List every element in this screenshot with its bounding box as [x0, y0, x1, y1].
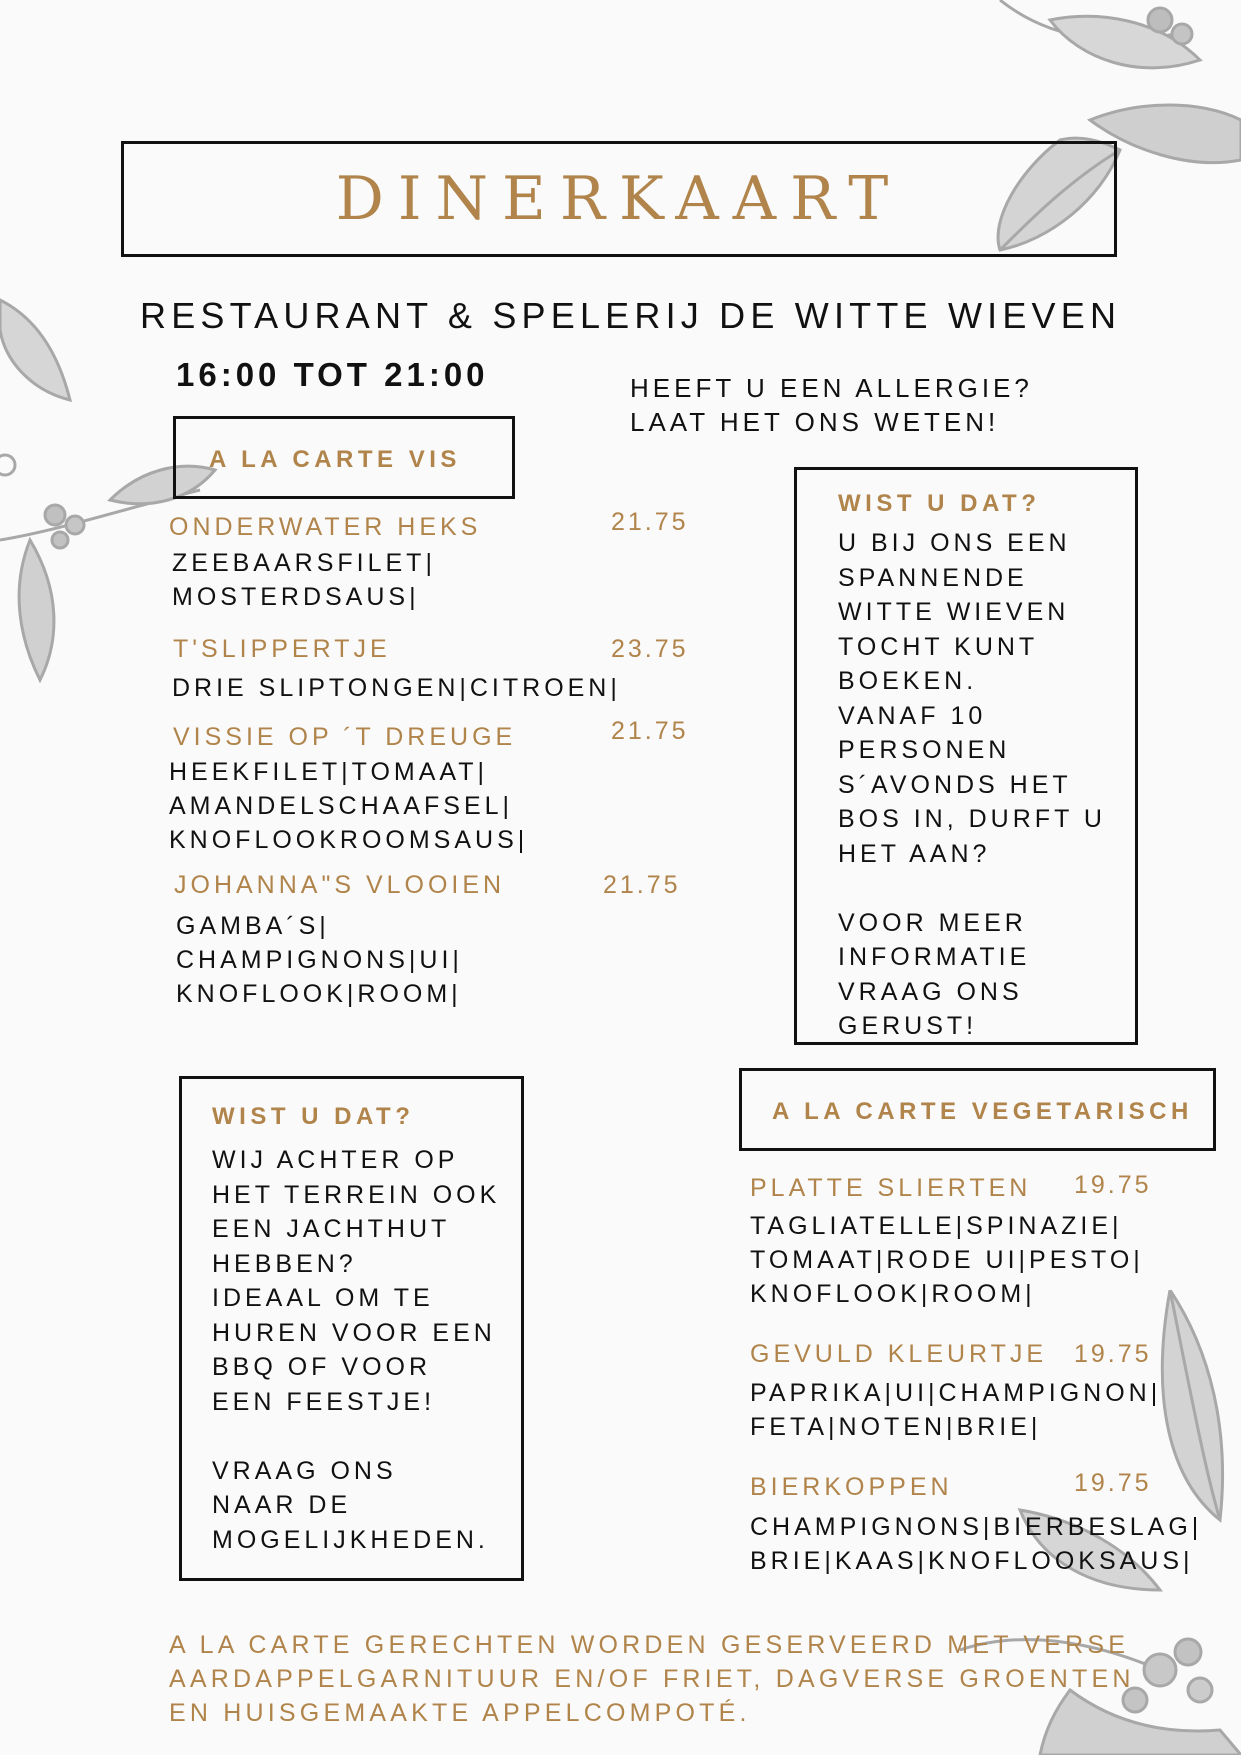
- dish-name: VISSIE OP ´T DREUGE: [173, 723, 517, 751]
- footer-note: A LA CARTE GERECHTEN WORDEN GESERVEERD MET VERSE AARDAPPELGARNITUUR EN/OF FRIET, DAGVERSE GROENTEN EN HUISGEMAAKTE APPELCOMPOTÉ.: [169, 1631, 1135, 1727]
- veg-section-label: A LA CARTE VEGETARISCH: [772, 1098, 1193, 1125]
- dish-name: PLATTE SLIERTEN: [750, 1174, 1032, 1202]
- fish-section-label: A LA CARTE VIS: [209, 446, 461, 473]
- page-title: DINERKAART: [335, 164, 903, 234]
- dish-description: TAGLIATELLE|SPINAZIE| TOMAAT|RODE UI|PESTO| KNOFLOOK|ROOM|: [750, 1212, 1144, 1308]
- info-heading: WIST U DAT?: [838, 490, 1041, 517]
- dish-price: 19.75: [1074, 1469, 1152, 1497]
- dish-price: 19.75: [1074, 1171, 1152, 1199]
- dish-price: 21.75: [603, 871, 681, 899]
- dish-name: T'SLIPPERTJE: [173, 635, 391, 663]
- dish-description: PAPRIKA|UI|CHAMPIGNON| FETA|NOTEN|BRIE|: [750, 1379, 1162, 1441]
- opening-hours: 16:00 TOT 21:00: [176, 356, 489, 393]
- dish-description: HEEKFILET|TOMAAT| AMANDELSCHAAFSEL| KNOFLOOKROOMSAUS|: [169, 758, 529, 854]
- fish-section-header: [173, 416, 515, 499]
- dish-description: CHAMPIGNONS|BIERBESLAG| BRIE|KAAS|KNOFLOOKSAUS|: [750, 1513, 1203, 1575]
- dish-name: GEVULD KLEURTJE: [750, 1340, 1048, 1368]
- title-frame: [121, 141, 1117, 257]
- dish-description: ZEEBAARSFILET| MOSTERDSAUS|: [172, 549, 436, 611]
- restaurant-name: RESTAURANT & SPELERIJ DE WITTE WIEVEN: [140, 295, 1122, 336]
- info-heading: WIST U DAT?: [212, 1103, 415, 1130]
- veg-section-header: [739, 1068, 1216, 1151]
- dish-price: 19.75: [1074, 1340, 1152, 1368]
- info-text: WIJ ACHTER OP HET TERREIN OOK EEN JACHTHUT HEBBEN? IDEAAL OM TE HUREN VOOR EEN BBQ OF VOOR EEN FEESTJE! VRAAG ONS NAAR DE MOGELIJKHEDEN.: [212, 1146, 501, 1554]
- dish-description: GAMBA´S| CHAMPIGNONS|UI| KNOFLOOK|ROOM|: [176, 912, 463, 1008]
- dish-price: 21.75: [611, 508, 689, 536]
- dish-name: BIERKOPPEN: [750, 1473, 953, 1501]
- dish-price: 21.75: [611, 717, 689, 745]
- dish-name: JOHANNA"S VLOOIEN: [174, 871, 506, 899]
- info-box-tour: [794, 467, 1138, 1045]
- dish-price: 23.75: [611, 635, 689, 663]
- info-text: U BIJ ONS EEN SPANNENDE WITTE WIEVEN TOCHT KUNT BOEKEN. VANAF 10 PERSONEN S´AVONDS HET BOS IN, DURFT U HET AAN? VOOR MEER INFORMATIE VRAAG ONS GERUST!: [838, 529, 1106, 1040]
- allergy-note: HEEFT U EEN ALLERGIE? LAAT HET ONS WETEN!: [630, 373, 1033, 437]
- dish-description: DRIE SLIPTONGEN|CITROEN|: [172, 674, 621, 702]
- info-box-hut: [179, 1076, 524, 1581]
- dish-name: ONDERWATER HEKS: [169, 513, 482, 541]
